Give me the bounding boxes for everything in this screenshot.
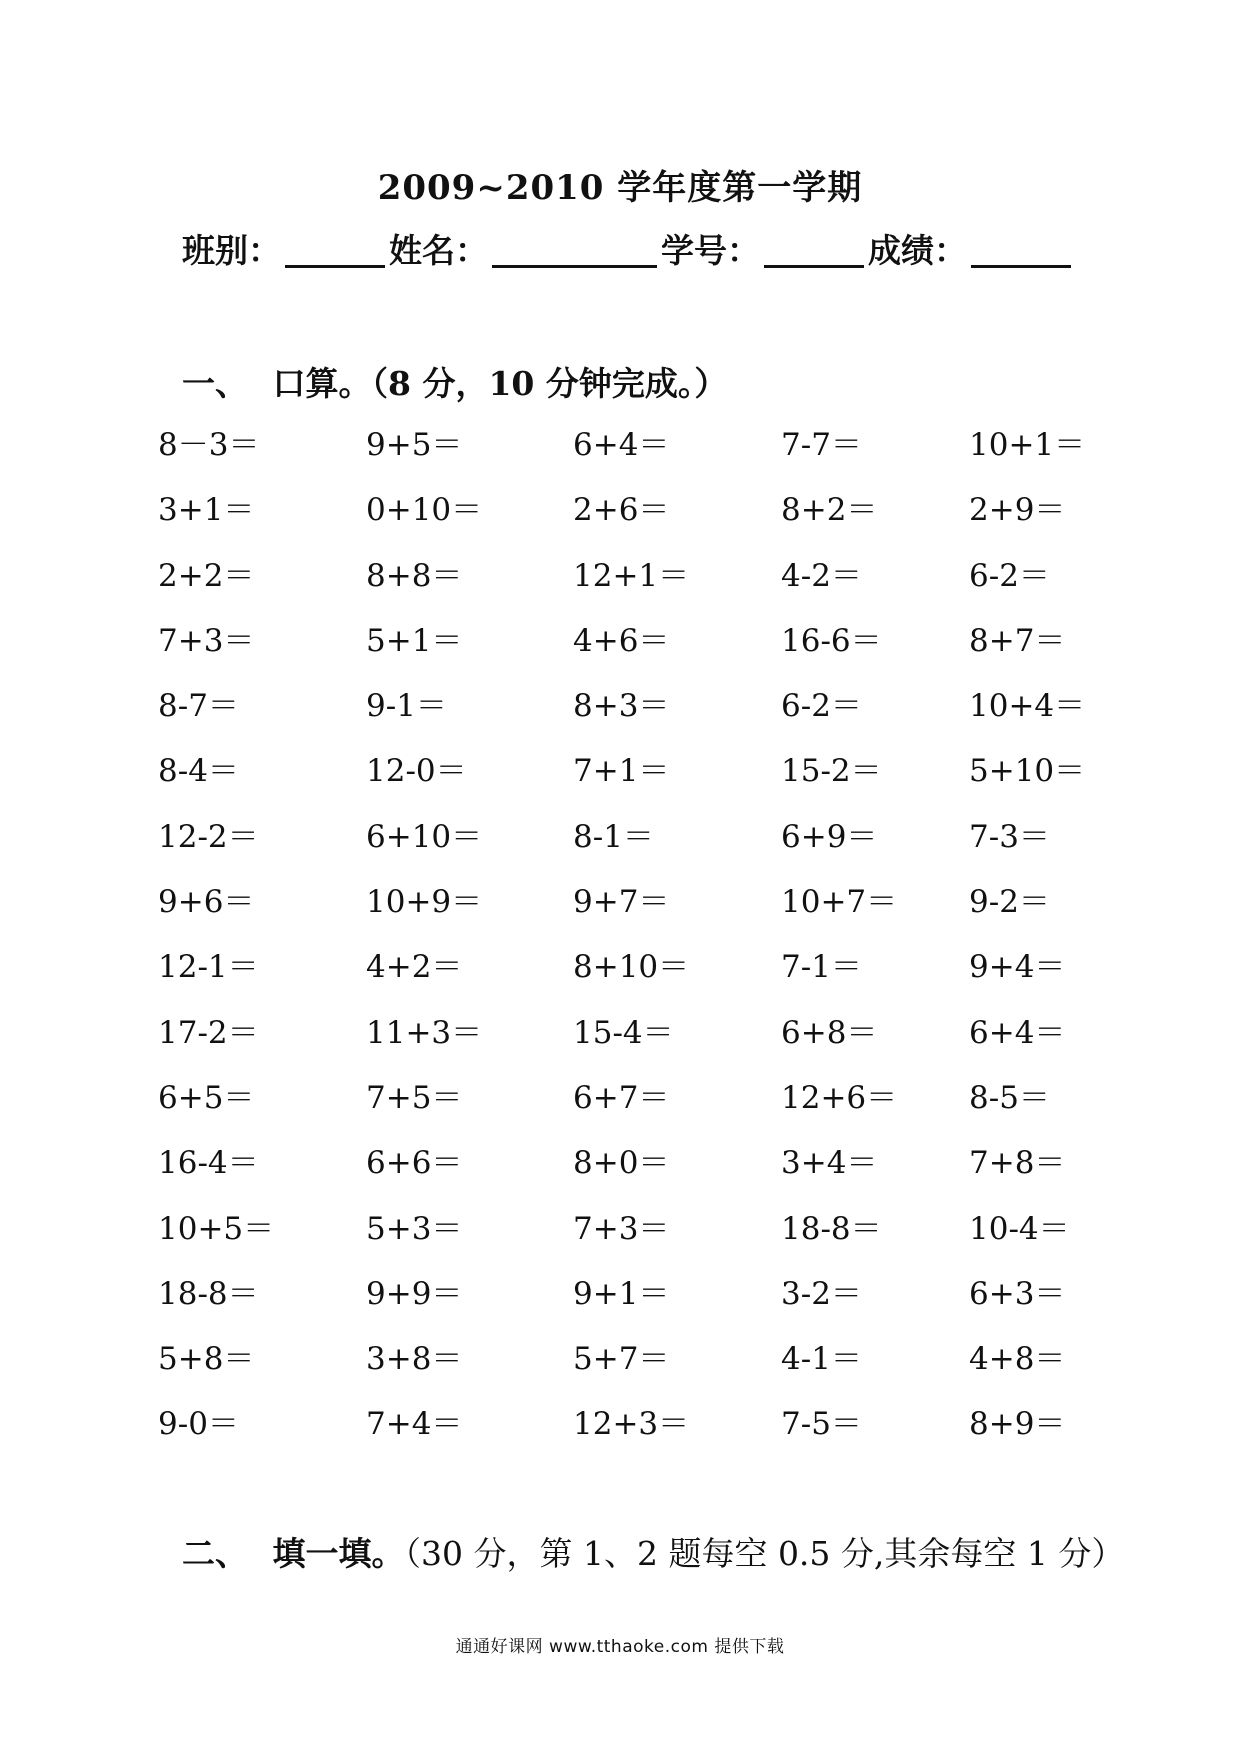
mental-math-grid — [158, 420, 1098, 1465]
math-problem: 10+5＝ — [158, 1210, 275, 1247]
math-problem: 7+5＝ — [366, 1079, 463, 1116]
math-problem: 6-2＝ — [781, 688, 862, 725]
math-problem: 10+7＝ — [781, 884, 898, 921]
math-problem: 8+2＝ — [781, 492, 878, 529]
math-problem: 6+9＝ — [781, 818, 878, 855]
math-problem: 10+9＝ — [366, 884, 483, 921]
math-problem: 8-4＝ — [158, 753, 239, 790]
section1-title — [182, 358, 727, 405]
math-problem: 8+8＝ — [366, 557, 463, 594]
math-problem: 4+8＝ — [969, 1341, 1066, 1378]
math-problem: 4-2＝ — [781, 557, 862, 594]
math-problem: 16-4＝ — [158, 1145, 259, 1182]
math-problem: 10-4＝ — [969, 1210, 1070, 1247]
math-problem: 3+4＝ — [781, 1145, 878, 1182]
math-problem: 12-0＝ — [366, 753, 467, 790]
math-problem: 5+10＝ — [969, 753, 1086, 790]
math-problem: 10+4＝ — [969, 688, 1086, 725]
math-problem: 9+4＝ — [969, 949, 1066, 986]
math-problem: 10+1＝ — [969, 427, 1086, 463]
math-problem: 12-1＝ — [158, 949, 259, 986]
student-id-label: 学号： — [661, 231, 760, 270]
section2-heading: 填一填。 — [272, 1534, 405, 1573]
math-problem: 7+3＝ — [158, 622, 255, 659]
math-problem: 7-5＝ — [781, 1406, 862, 1443]
math-problem: 7-3＝ — [969, 818, 1050, 855]
math-problem: 2+9＝ — [969, 492, 1066, 529]
score-blank — [971, 235, 1071, 268]
math-problem: 7-7＝ — [781, 427, 862, 463]
math-problem: 12+6＝ — [781, 1079, 898, 1116]
math-problem: 9+5＝ — [366, 427, 463, 463]
math-problem: 0+10＝ — [366, 492, 483, 529]
math-problem: 6+8＝ — [781, 1014, 878, 1051]
math-problem: 5+8＝ — [158, 1341, 255, 1378]
section1-number: 一、 — [182, 364, 248, 403]
math-problem: 8+10＝ — [573, 949, 690, 986]
math-problem: 2+6＝ — [573, 492, 670, 529]
math-problem: 8-1＝ — [573, 818, 654, 855]
page-title: 2009~2010 学年度第一学期 — [377, 168, 863, 208]
math-problem: 6+4＝ — [573, 427, 670, 463]
class-blank — [285, 235, 385, 268]
math-problem: 7+8＝ — [969, 1145, 1066, 1182]
math-problem: 8-5＝ — [969, 1079, 1050, 1116]
math-problem: 8-7＝ — [158, 688, 239, 725]
math-problem: 12+3＝ — [573, 1406, 690, 1443]
score-label: 成绩： — [868, 231, 967, 270]
math-problem: 15-4＝ — [573, 1014, 674, 1051]
math-problem: 15-2＝ — [781, 753, 882, 790]
math-problem: 5+1＝ — [366, 622, 463, 659]
math-problem: 4-1＝ — [781, 1341, 862, 1378]
math-problem: 3+1＝ — [158, 492, 255, 529]
math-problem: 3+8＝ — [366, 1341, 463, 1378]
math-problem: 12+1＝ — [573, 557, 690, 594]
math-problem: 9+7＝ — [573, 884, 670, 921]
math-problem: 8+0＝ — [573, 1145, 670, 1182]
name-blank — [492, 235, 657, 268]
math-problem: 8+9＝ — [969, 1406, 1066, 1443]
math-problem: 4+6＝ — [573, 622, 670, 659]
math-problem: 9+9＝ — [366, 1275, 463, 1312]
section2-number: 二、 — [182, 1534, 248, 1573]
math-problem: 5+7＝ — [573, 1341, 670, 1378]
math-problem: 7-1＝ — [781, 949, 862, 986]
math-problem: 9+1＝ — [573, 1275, 670, 1312]
math-problem: 8+7＝ — [969, 622, 1066, 659]
section1-heading: 口算。 — [272, 364, 372, 403]
math-problem: 6+10＝ — [366, 818, 483, 855]
math-problem: 9+6＝ — [158, 884, 255, 921]
math-problem: 6+6＝ — [366, 1145, 463, 1182]
name-label: 姓名： — [389, 231, 488, 270]
math-problem: 8－3＝ — [158, 427, 260, 463]
math-problem: 17-2＝ — [158, 1014, 259, 1051]
student-id-blank — [764, 235, 864, 268]
math-problem: 16-6＝ — [781, 622, 882, 659]
math-problem: 7+3＝ — [573, 1210, 670, 1247]
class-label: 班别： — [182, 231, 281, 270]
math-problem: 7+4＝ — [366, 1406, 463, 1443]
math-problem: 5+3＝ — [366, 1210, 463, 1247]
math-problem: 18-8＝ — [158, 1275, 259, 1312]
footer-credit: 通通好课网 www.tthaoke.com 提供下载 — [455, 1637, 785, 1657]
section2-title — [182, 1528, 1124, 1575]
math-problem: 4+2＝ — [366, 949, 463, 986]
math-problem: 9-0＝ — [158, 1406, 239, 1443]
math-problem: 9-1＝ — [366, 688, 447, 725]
student-info-line — [182, 225, 1075, 272]
math-problem: 6+3＝ — [969, 1275, 1066, 1312]
math-problem: 3-2＝ — [781, 1275, 862, 1312]
math-problem: 7+1＝ — [573, 753, 670, 790]
math-problem: 6+4＝ — [969, 1014, 1066, 1051]
math-problem: 12-2＝ — [158, 818, 259, 855]
math-problem: 6+5＝ — [158, 1079, 255, 1116]
section2-instructions: （30 分，第 1、2 题每空 0.5 分,其余每空 1 分） — [404, 1534, 1125, 1573]
math-problem: 2+2＝ — [158, 557, 255, 594]
math-problem: 6-2＝ — [969, 557, 1050, 594]
math-problem: 6+7＝ — [573, 1079, 670, 1116]
math-problem: 8+3＝ — [573, 688, 670, 725]
math-problem: 9-2＝ — [969, 884, 1050, 921]
math-problem: 18-8＝ — [781, 1210, 882, 1247]
section1-instructions: （8 分，10 分钟完成。） — [371, 364, 728, 403]
math-problem: 11+3＝ — [366, 1014, 483, 1051]
